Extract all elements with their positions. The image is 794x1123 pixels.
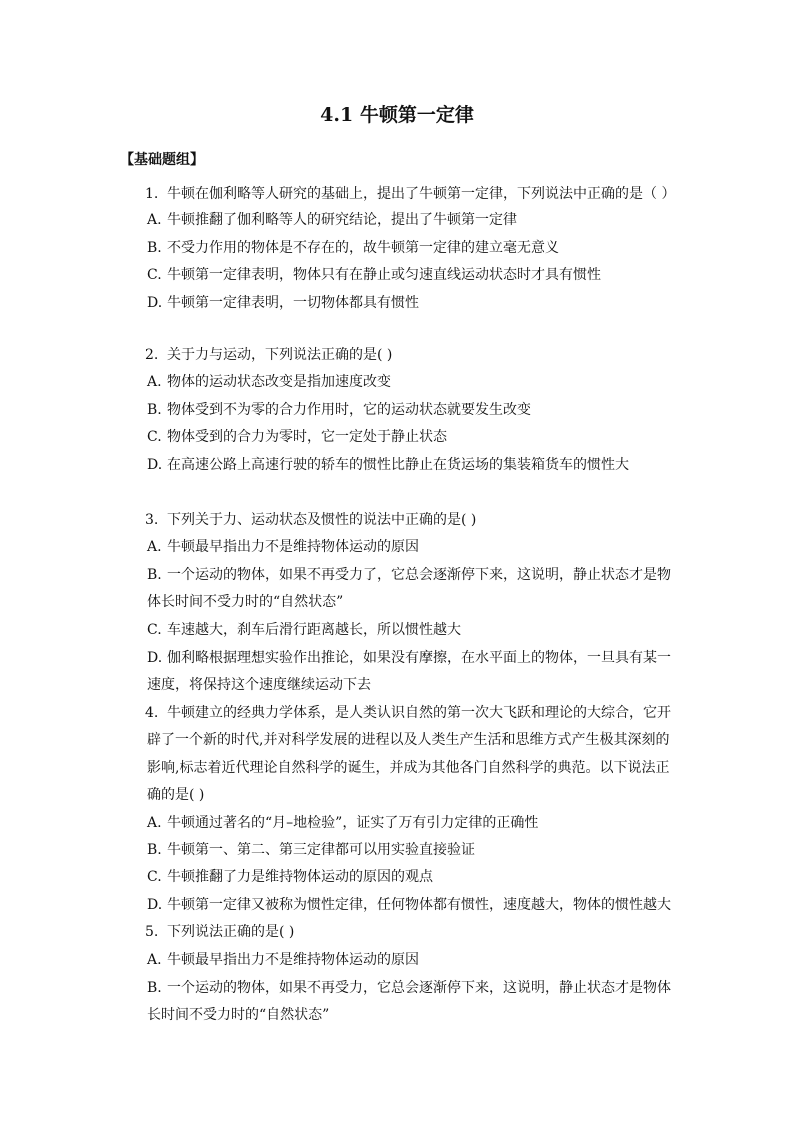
option-key: D. — [147, 650, 163, 666]
question-number: 5. — [145, 924, 159, 940]
question-5-option-b — [147, 977, 671, 999]
question-4-option-a — [147, 812, 538, 834]
question-3-option-d — [147, 647, 671, 669]
option-text: 牛顿推翻了力是维持物体运动的原因的观点 — [167, 869, 433, 885]
option-text: 车速越大，刹车后滑行距离越长，所以惯性越大 — [167, 622, 461, 638]
question-text: 下列说法正确的是( ) — [167, 924, 295, 940]
option-text: 牛顿第一定律表明，物体只有在静止或匀速直线运动状态时才具有惯性 — [167, 267, 601, 283]
question-2-option-d — [147, 454, 629, 476]
option-key: D. — [147, 457, 163, 473]
option-key: C. — [147, 267, 162, 283]
option-text: 物体的运动状态改变是指加速度改变 — [167, 374, 391, 390]
option-key: D. — [147, 897, 163, 913]
question-text: 关于力与运动，下列说法正确的是( ) — [167, 347, 393, 363]
option-key: B. — [147, 240, 162, 256]
option-text: 牛顿推翻了伽利略等人的研究结论，提出了牛顿第一定律 — [167, 212, 517, 228]
option-text: 牛顿通过著名的“月–地检验”，证实了万有引力定律的正确性 — [167, 815, 539, 831]
question-number: 1. — [145, 186, 159, 202]
question-4-stem-line-4: 确的是( ) — [147, 787, 205, 803]
option-text: 伽利略根据理想实验作出推论，如果没有摩擦，在水平面上的物体，一旦具有某一 — [167, 650, 671, 666]
question-3-option-a — [147, 536, 419, 558]
option-key: C. — [147, 429, 162, 445]
question-text: 下列关于力、运动状态及惯性的说法中正确的是( ) — [167, 512, 477, 528]
question-2-option-b — [147, 399, 531, 421]
question-3-stem — [145, 509, 476, 531]
question-3-option-b-continued: 体长时间不受力时的“自然状态” — [147, 594, 344, 610]
question-4-stem-line-2: 辟了一个新的时代,并对科学发展的进程以及人类生产生活和思维方式产生极其深刻的 — [147, 732, 670, 748]
option-text: 一个运动的物体，如果不再受力，它总会逐渐停下来，这说明，静止状态才是物体 — [167, 980, 671, 996]
question-2-option-c — [147, 426, 447, 448]
option-key: A. — [147, 374, 162, 390]
option-key: C. — [147, 622, 162, 638]
question-2-option-a — [147, 371, 391, 393]
question-3-option-b — [147, 564, 671, 586]
option-text: 牛顿第一、第二、第三定律都可以用实验直接验证 — [167, 842, 475, 858]
question-number: 2. — [145, 347, 159, 363]
question-1-option-c — [147, 264, 601, 286]
question-number: 4. — [145, 705, 159, 721]
question-1-option-d — [147, 292, 419, 314]
question-1-stem — [145, 183, 675, 205]
question-1-option-a — [147, 209, 517, 231]
option-text: 在高速公路上高速行驶的轿车的惯性比静止在货运场的集装箱货车的惯性大 — [167, 457, 629, 473]
question-2-stem — [145, 344, 392, 366]
option-text: 牛顿第一定律又被称为惯性定律，任何物体都有惯性，速度越大，物体的惯性越大 — [167, 897, 671, 913]
option-text: 物体受到不为零的合力作用时，它的运动状态就要发生改变 — [167, 402, 531, 418]
option-text: 牛顿第一定律表明，一切物体都具有惯性 — [167, 295, 419, 311]
question-text: 牛顿建立的经典力学体系，是人类认识自然的第一次大飞跃和理论的大综合，它开 — [167, 705, 671, 721]
question-text: 牛顿在伽利略等人研究的基础上，提出了牛顿第一定律，下列说法中正确的是（ ） — [167, 186, 676, 202]
question-number: 3. — [145, 512, 159, 528]
section-heading: 【基础题组】 — [120, 152, 204, 168]
option-key: A. — [147, 952, 162, 968]
question-5-option-b-continued: 长时间不受力时的“自然状态” — [147, 1007, 330, 1023]
option-key: C. — [147, 869, 162, 885]
page-title: 4.1 牛顿第一定律 — [320, 104, 474, 126]
question-1-option-b — [147, 237, 559, 259]
question-5-option-a — [147, 949, 419, 971]
question-5-stem — [145, 921, 294, 943]
option-text: 牛顿最早指出力不是维持物体运动的原因 — [167, 952, 419, 968]
option-text: 一个运动的物体，如果不再受力了，它总会逐渐停下来，这说明，静止状态才是物 — [167, 567, 671, 583]
option-key: A. — [147, 212, 162, 228]
option-key: A. — [147, 815, 162, 831]
option-text: 物体受到的合力为零时，它一定处于静止状态 — [167, 429, 447, 445]
option-text: 不受力作用的物体是不存在的，故牛顿第一定律的建立毫无意义 — [167, 240, 559, 256]
option-key: A. — [147, 539, 162, 555]
question-4-option-c — [147, 866, 433, 888]
question-4-stem-line-3: 影响,标志着近代理论自然科学的诞生，并成为其他各门自然科学的典范。以下说法正 — [147, 760, 670, 776]
question-4-option-d — [147, 894, 671, 916]
option-text: 牛顿最早指出力不是维持物体运动的原因 — [167, 539, 419, 555]
question-4-stem — [145, 702, 671, 724]
option-key: B. — [147, 567, 162, 583]
question-4-option-b — [147, 839, 475, 861]
option-key: B. — [147, 842, 162, 858]
option-key: B. — [147, 980, 162, 996]
question-3-option-c — [147, 619, 461, 641]
question-3-option-d-continued: 速度，将保持这个速度继续运动下去 — [147, 677, 371, 693]
option-key: D. — [147, 295, 163, 311]
option-key: B. — [147, 402, 162, 418]
